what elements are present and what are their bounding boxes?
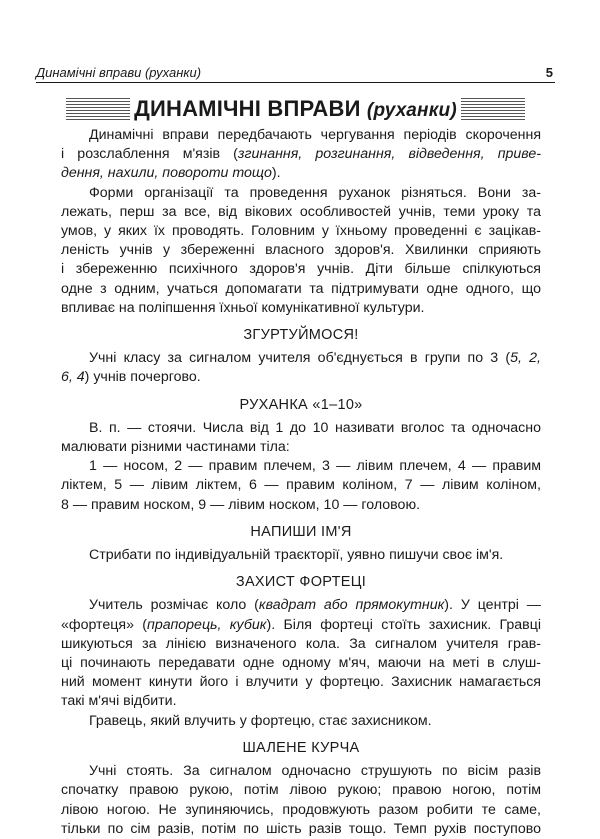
- section-heading: НАПИШИ ІМ'Я: [250, 523, 352, 540]
- section-line: спочатку правою рукою, потім лівою рукою; правою ногою, потім: [61, 782, 541, 799]
- section-line: 8 — правим носком, 9 — лівим носком, 10 — головою.: [61, 496, 421, 513]
- title-hatch-right: [461, 98, 525, 122]
- page-number: 5: [545, 65, 553, 80]
- section-line: ний момент кинути його і влучити у фортецю. Захисник намагається: [61, 674, 541, 691]
- section-line: лівою ногою. Не зупиняючись, продовжують разом робити те саме,: [61, 801, 541, 818]
- section-line: ці починають передавати одне одному м'яч, маючи на меті в слуш-: [61, 655, 541, 672]
- page-content: [61, 126, 541, 839]
- section-line: Стрибати по індивідуальній траєкторії, уявно пишучи своє ім'я.: [89, 547, 504, 564]
- section-line: Учні класу за сигналом учителя об'єднується в групи по 3 (5, 2,: [89, 350, 541, 367]
- section-heading: РУХАНКА «1–10»: [239, 396, 363, 413]
- section-line: малювати різними частинами тіла:: [61, 439, 290, 456]
- running-header: [36, 62, 555, 83]
- intro-line: умов, у яких їх проводять. Головним у їхньому проведенні є зацікав-: [61, 223, 541, 240]
- section-line: Гравець, який влучить у фортецю, стає захисником.: [89, 712, 432, 729]
- section-line: В. п. — стоячи. Числа від 1 до 10 називати вголос та одночасно: [89, 419, 541, 436]
- intro-line: леність учнів у збереженні власного здоров'я. Хвилинки сприяють: [61, 242, 541, 259]
- title-hatch-left: [66, 98, 130, 122]
- section-line: Учні стоять. За сигналом одночасно струшують по вісім разів: [89, 763, 541, 780]
- section-line: 6, 4) учнів почергово.: [61, 369, 201, 386]
- intro-line: впливає на поліпшення їхньої комунікативної культури.: [61, 299, 425, 316]
- running-title: Динамічні вправи (руханки): [36, 65, 202, 80]
- intro-line: дення, нахили, повороти тощо).: [61, 165, 281, 182]
- section-line: «фортеця» (прапорець, кубик). Біля фортеці стоїть захисник. Гравці: [61, 616, 541, 633]
- intro-line: Динамічні вправи передбачають чергування періодів скорочення: [89, 127, 541, 143]
- section-line: ліктем, 5 — лівим ліктем, 6 — правим коліном, 7 — лівим коліном,: [61, 477, 541, 494]
- intro-line: Форми організації та проведення руханок різняться. Вони за-: [89, 184, 541, 201]
- section-line: шикуються за лінією визначеного кола. За сигналом учителя грав-: [61, 635, 541, 652]
- section-heading: ЗГУРТУЙМОСЯ!: [243, 327, 359, 344]
- page-title-sub: (руханки): [366, 100, 457, 121]
- intro-line: лежать, перш за все, від вікових особливостей учнів, теми уроку та: [61, 203, 541, 220]
- intro-line: одне з одним, учаться допомагати та підтримувати одне одного, що: [61, 280, 541, 297]
- section-line: 1 — носом, 2 — правим плечем, 3 — лівим плечем, 4 — правим: [89, 458, 541, 475]
- section-line: Учитель розмічає коло (квадрат або прямокутник). У центрі —: [89, 597, 541, 614]
- intro-line: і збереженню психічного здоров'я учнів. Діти більше спілкуються: [61, 261, 541, 278]
- section-line: тільки по сім разів, потім по шість разів тощо. Темп рухів поступово: [61, 820, 541, 837]
- section-line: такі м'ячі відбити.: [61, 693, 177, 710]
- section-heading: ШАЛЕНЕ КУРЧА: [242, 739, 360, 756]
- intro-line: і розслаблення м'язів (згинання, розгинання, відведення, приве-: [61, 146, 541, 163]
- page-title: [130, 92, 461, 126]
- section-heading: ЗАХИСТ ФОРТЕЦІ: [235, 574, 367, 591]
- page-title-main: ДИНАМІЧНІ ВПРАВИ: [134, 96, 361, 121]
- title-bar: [66, 92, 525, 126]
